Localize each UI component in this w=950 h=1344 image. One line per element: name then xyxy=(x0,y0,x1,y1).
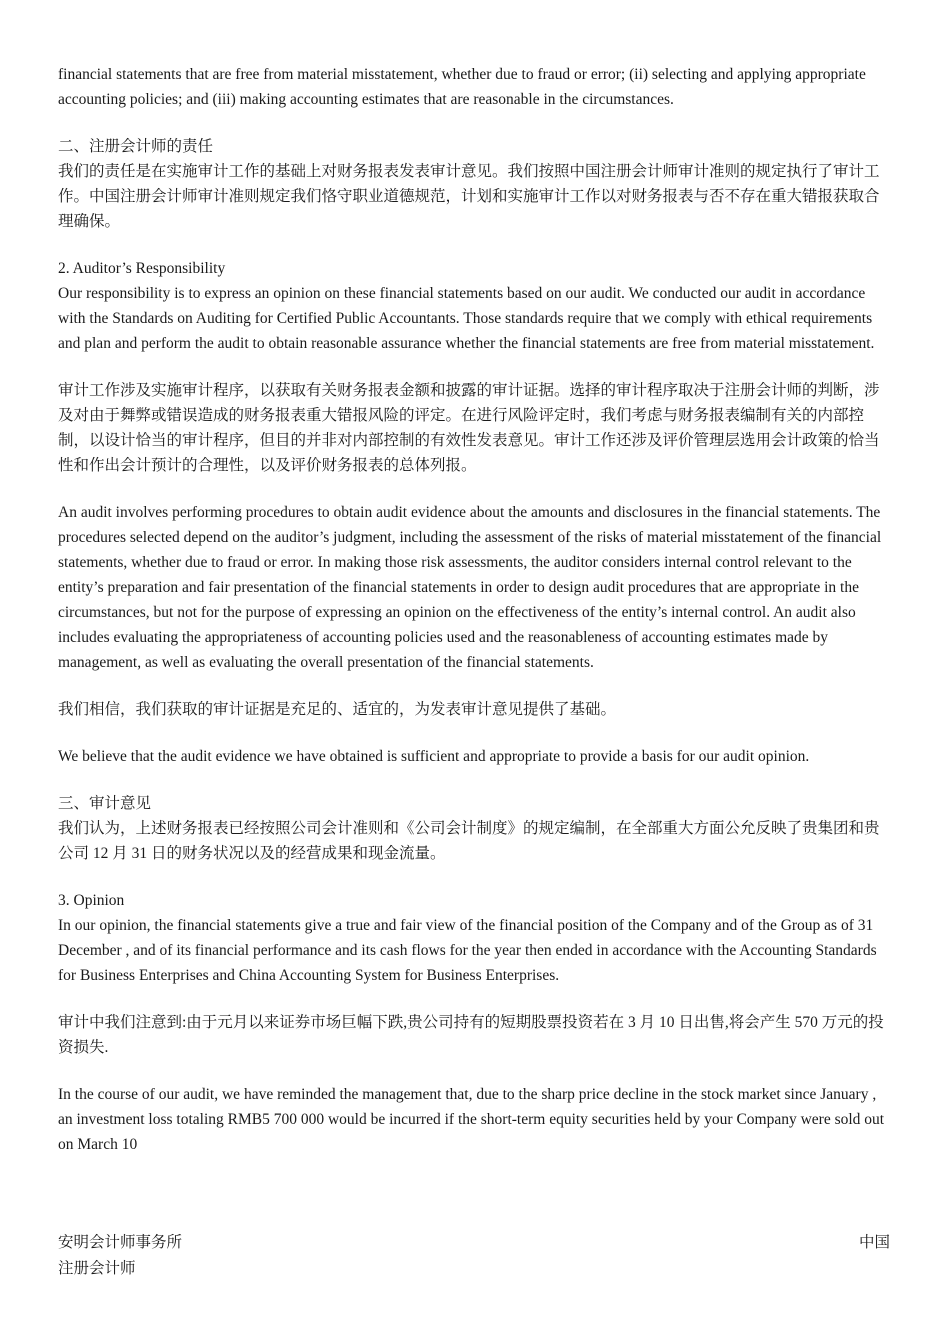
heading-cn-auditor-responsibility: 二、注册会计师的责任 xyxy=(58,138,214,155)
paragraph-cn-evidence-basis: 我们相信，我们获取的审计证据是充足的、适宜的，为发表审计意见提供了基础。 xyxy=(58,701,617,718)
heading-en-opinion: 3. Opinion xyxy=(58,892,125,909)
firm-name: 安明会计师事务所 xyxy=(58,1234,183,1251)
paragraph-en-investment-loss: In the course of our audit, we have reminded the management that, due to the sharp price decline in the stock market since January , an investment loss totaling RMB5 700 000 would be incurred if the short-term equity securities held by your Company were sold out on March 10 xyxy=(58,1086,885,1153)
country-name: 中国 xyxy=(858,1234,890,1251)
signatory-title: 注册会计师 xyxy=(58,1260,136,1277)
paragraph-cn-auditor-responsibility: 我们的责任是在实施审计工作的基础上对财务报表发表审计意见。我们按照中国注册会计师审计准则的规定执行了审计工作。中国注册会计师审计准则规定我们恪守职业道德规范，计划和实施审计工作以对财务报表与否不存在重大错报获取合理确保。 xyxy=(58,163,880,230)
signature-block xyxy=(58,1230,890,1282)
paragraph-en-audit-procedures: An audit involves performing procedures to obtain audit evidence about the amounts and disclosures in the financial statements. The procedures selected depend on the auditor’s judgment, including the assessment of the risks of material misstatement of the financial statements, whether due to fraud or error. In making those risk assessments, the auditor considers internal control relevant to the entity’s preparation and fair presentation of the financial statements in order to design audit procedures that are appropriate in the circumstances, but not for the purpose of expressing an opinion on the effectiveness of the entity’s internal control. An audit also includes evaluating the appropriateness of accounting policies used and the reasonableness of accounting estimates made by management, as well as evaluating the overall presentation of the financial statements. xyxy=(58,504,882,671)
heading-cn-opinion: 三、审计意见 xyxy=(58,795,152,812)
paragraph-cn-opinion: 我们认为，上述财务报表已经按照公司会计准则和《公司会计制度》的规定编制，在全部重大方面公允反映了贵集团和贵公司 12 月 31 日的财务状况以及的经营成果和现金流量。 xyxy=(58,820,880,862)
heading-en-auditor-responsibility: 2. Auditor’s Responsibility xyxy=(58,260,226,277)
paragraph-cn-audit-procedures: 审计工作涉及实施审计程序，以获取有关财务报表金额和披露的审计证据。选择的审计程序取决于注册会计师的判断，涉及对由于舞弊或错误造成的财务报表重大错报风险的评定。在进行风险评定时，我们考虑与财务报表编制有关的内部控制，以设计恰当的审计程序，但目的并非对内部控制的有效性发表意见。审计工作还涉及评价管理层选用会计政策的恰当性和作出会计预计的合理性，以及评价财务报表的总体列报。 xyxy=(58,382,880,474)
paragraph-en-evidence-basis: We believe that the audit evidence we have obtained is sufficient and appropriate to provide a basis for our audit opinion. xyxy=(58,748,810,765)
document-body xyxy=(58,62,890,1157)
paragraph-en-responsibility-cont: financial statements that are free from material misstatement, whether due to fraud or error; (ii) selecting and applying appropriate accounting policies; and (iii) making accounting estimates that are reasonable in the circumstances. xyxy=(58,66,866,108)
paragraph-en-auditor-responsibility: Our responsibility is to express an opinion on these financial statements based on our audit. We conducted our audit in accordance with the Standards on Auditing for Certified Public Accountants. Those standards require that we comply with ethical requirements and plan and perform the audit to obtain reasonable assurance whether the financial statements are free from material misstatement. xyxy=(58,285,875,352)
paragraph-cn-investment-loss: 审计中我们注意到:由于元月以来证券市场巨幅下跌,贵公司持有的短期股票投资若在 3 月 10 日出售,将会产生 570 万元的投资损失. xyxy=(58,1014,884,1056)
paragraph-en-opinion: In our opinion, the financial statements give a true and fair view of the financial position of the Company and of the Group as of 31 December , and of its financial performance and its cash flows for the year then ended in accordance with the Accounting Standards for Business Enterprises and China Accounting System for Business Enterprises. xyxy=(58,917,877,984)
